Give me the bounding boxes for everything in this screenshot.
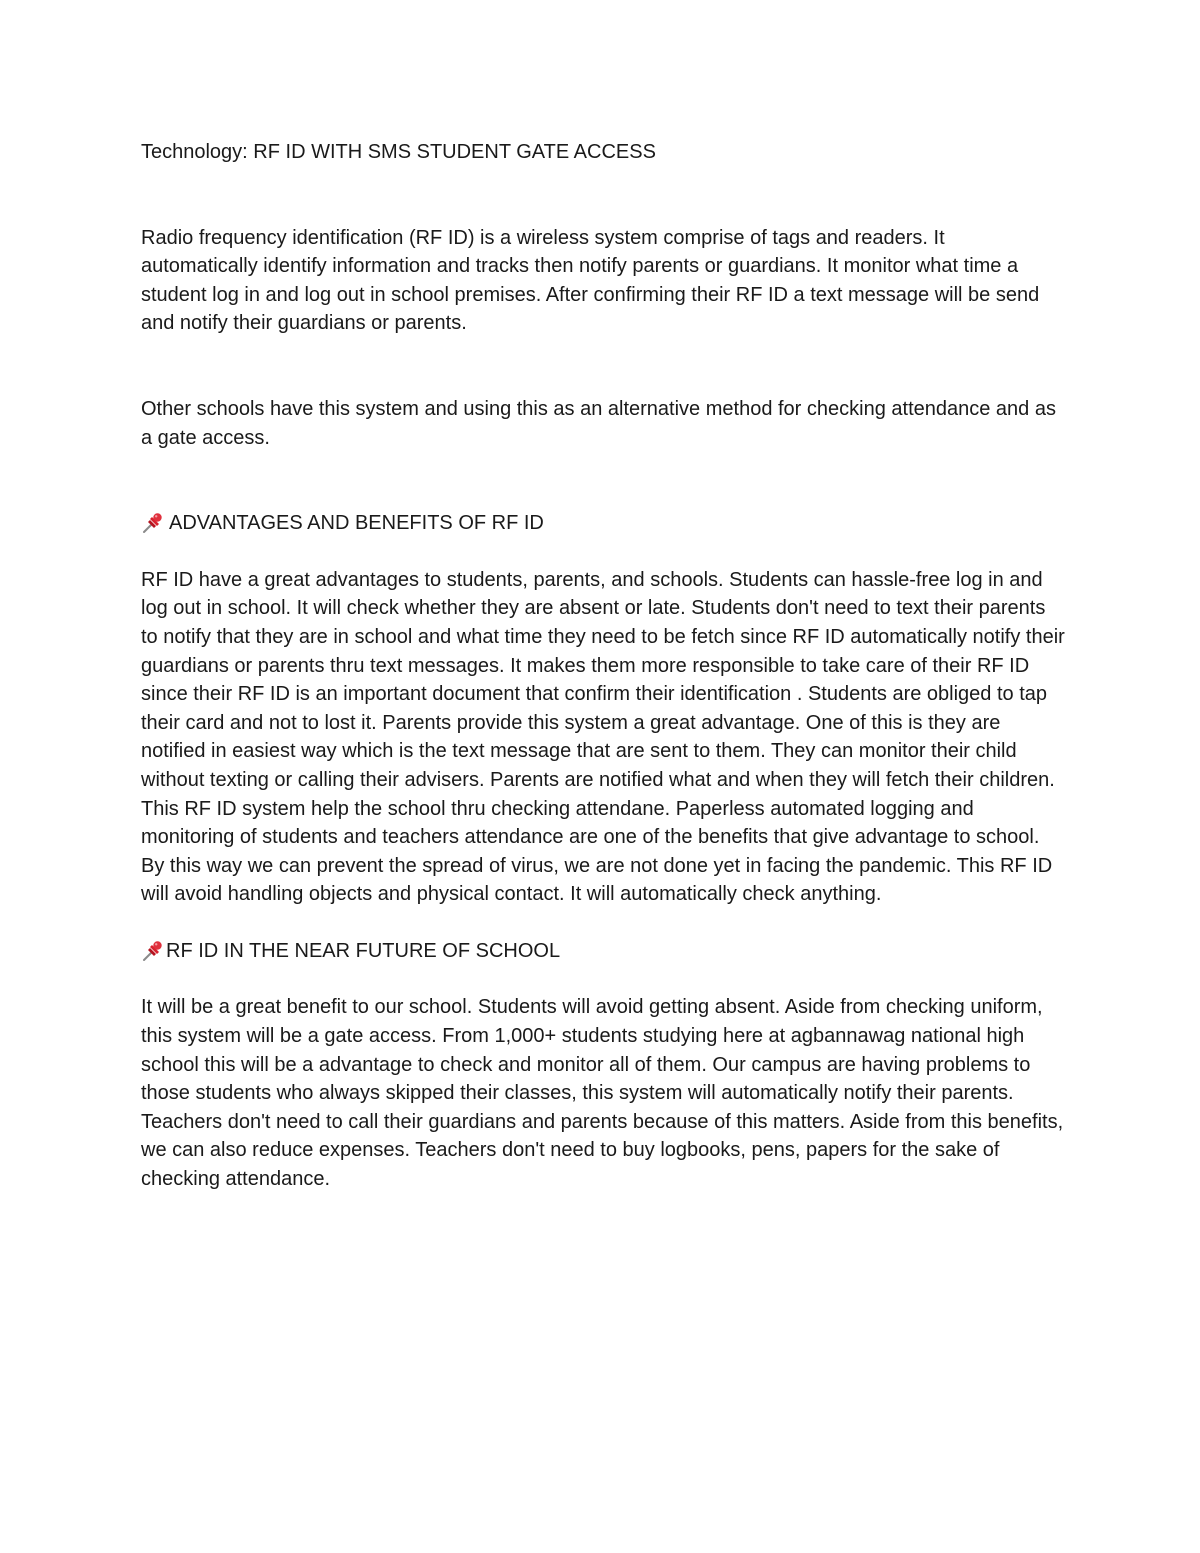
section-heading-advantages [141, 509, 1066, 538]
section-heading-near-future [141, 937, 1066, 966]
advantages-paragraph: RF ID have a great advantages to students, parents, and schools. Students can hassle-free log in and log out in school. It will check whether they are absent or late. Students don't need to text their parents to notify that they are in school and what time they need to be fetch since RF ID automatically notify their guardians or parents thru text messages. It makes them more responsible to take care of their RF ID since their RF ID is an important document that confirm their identification . Students are obliged to tap their card and not to lost it. Parents provide this system a great advantage. One of this is they are notified in easiest way which is the text message that are sent to them. They can monitor their child without texting or calling their advisers. Parents are notified what and when they will fetch their children. This RF ID system help the school thru checking attendane. Paperless automated logging and monitoring of students and teachers attendance are one of the benefits that give advantage to school. By this way we can prevent the spread of virus, we are not done yet in facing the pandemic. This RF ID will avoid handling objects and physical contact. It will automatically check anything. [141, 568, 1065, 906]
section-heading-text: ADVANTAGES AND BENEFITS OF RF ID [169, 512, 544, 535]
pushpin-icon [141, 939, 165, 963]
spacer [141, 965, 1066, 993]
spacer [141, 538, 1066, 566]
document-title: Technology: RF ID WITH SMS STUDENT GATE ACCESS [141, 141, 656, 163]
spacer [141, 909, 1066, 937]
spacer [141, 338, 1066, 395]
spacer [141, 452, 1066, 509]
spacer [141, 167, 1066, 224]
document-body [141, 138, 1066, 1194]
other-schools-paragraph: Other schools have this system and using this as an alternative method for checking attendance and as a gate access. [141, 397, 1056, 449]
near-future-paragraph: It will be a great benefit to our school. Students will avoid getting absent. Aside from checking uniform, this system will be a gate access. From 1,000+ students studying here at agbannawag national high school this will be a advantage to check and monitor all of them. Our campus are having problems to those students who always skipped their classes, this system will automatically notify their parents. Teachers don't need to call their guardians and parents because of this matters. Aside from this benefits, we can also reduce expenses. Teachers don't need to buy logbooks, pens, papers for the sake of checking attendance. [141, 996, 1064, 1191]
section-heading-text: RF ID IN THE NEAR FUTURE OF SCHOOL [166, 939, 561, 962]
intro-paragraph: Radio frequency identification (RF ID) is a wireless system comprise of tags and readers. It automatically identify information and tracks then notify parents or guardians. It monitor what time a student log in and log out in school premises. After confirming their RF ID a text message will be send and notify their guardians or parents. [141, 226, 1040, 335]
pushpin-icon [141, 511, 165, 535]
